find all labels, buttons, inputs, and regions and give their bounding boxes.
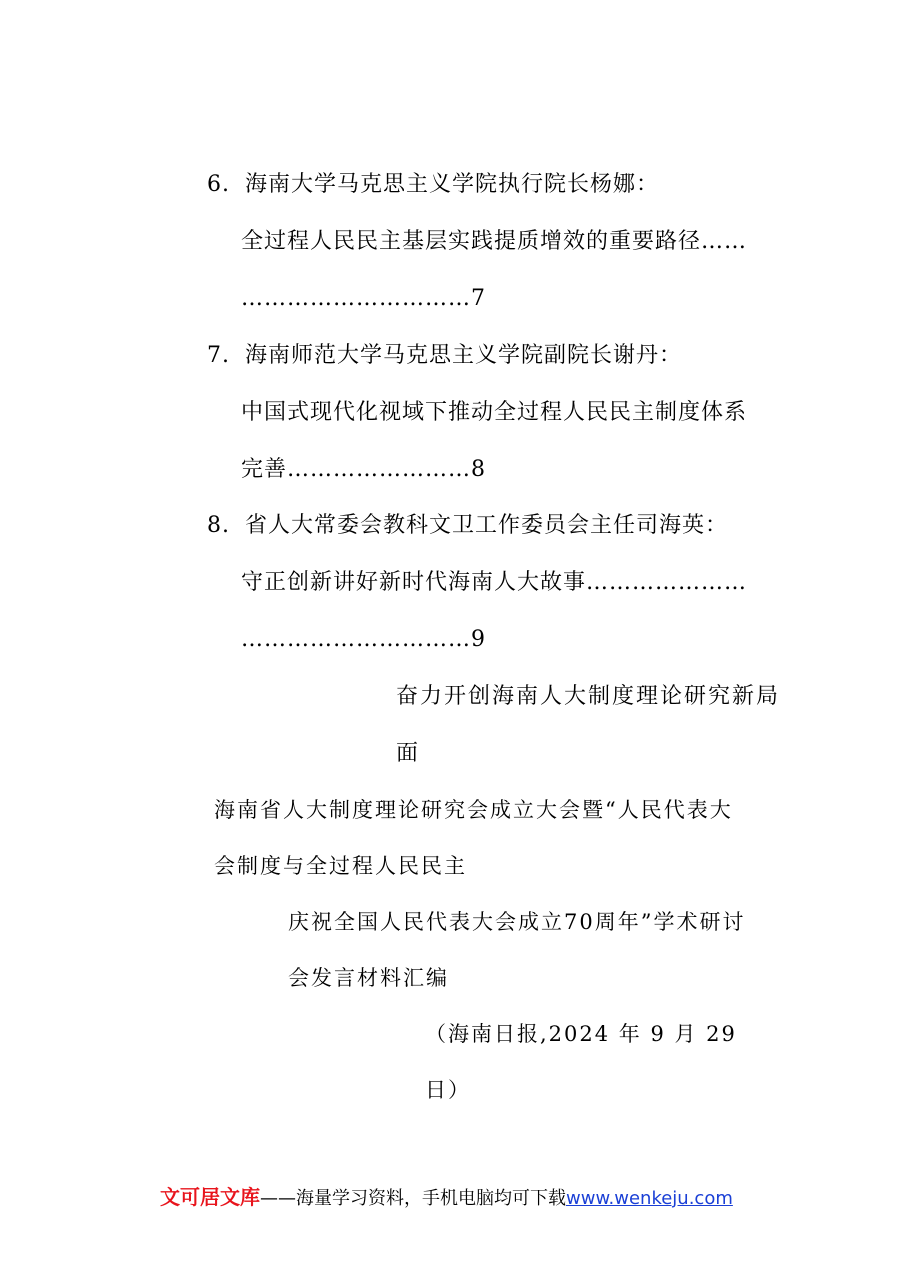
toc-title-line: 守正创新讲好新时代海南人大故事…………………: [241, 570, 748, 595]
article-title: 奋力开创海南人大制度理论研究新局: [396, 684, 781, 709]
article-subtitle-cont: 会制度与全过程人民民主: [214, 854, 467, 878]
article-title-cont: 面: [396, 741, 421, 766]
footer-banner: [160, 1184, 733, 1212]
toc-heading-text: 海南师范大学马克思主义学院副院长谢丹：: [245, 343, 683, 368]
toc-page-line: 完善……………………8: [241, 457, 486, 482]
toc-heading-text: 省人大常委会教科文卫工作委员会主任司海英：: [245, 513, 729, 538]
toc-page-line: …………………………7: [241, 286, 486, 311]
article-source: （海南日报,2024 年 9 月 29: [425, 1022, 737, 1046]
toc-heading: [207, 171, 659, 199]
article-subtitle-cont: 庆祝全国人民代表大会成立70周年”学术研讨: [288, 910, 746, 934]
toc-title-line: 中国式现代化视域下推动全过程人民民主制度体系: [241, 400, 748, 425]
article-subtitle-cont: 会发言材料汇编: [288, 966, 449, 990]
website-link[interactable]: www.wenkeju.com: [566, 1188, 733, 1209]
article-subtitle: 海南省人大制度理论研究会成立大会暨“人民代表大: [214, 798, 733, 822]
toc-heading: [207, 512, 728, 540]
toc-heading: [207, 342, 682, 370]
toc-number: 6.: [207, 172, 230, 197]
toc-title-line: 全过程人民民主基层实践提质增效的重要路径……: [241, 229, 748, 254]
toc-heading-text: 海南大学马克思主义学院执行院长杨娜：: [245, 172, 660, 197]
toc-number: 7.: [207, 343, 230, 368]
article-source-cont: 日）: [425, 1078, 471, 1102]
footer-description: ——海量学习资料，手机电脑均可下载: [260, 1188, 566, 1209]
brand-logo-text: 文可居文库: [160, 1185, 260, 1209]
toc-number: 8.: [207, 513, 230, 538]
toc-page-line: …………………………9: [241, 627, 486, 652]
